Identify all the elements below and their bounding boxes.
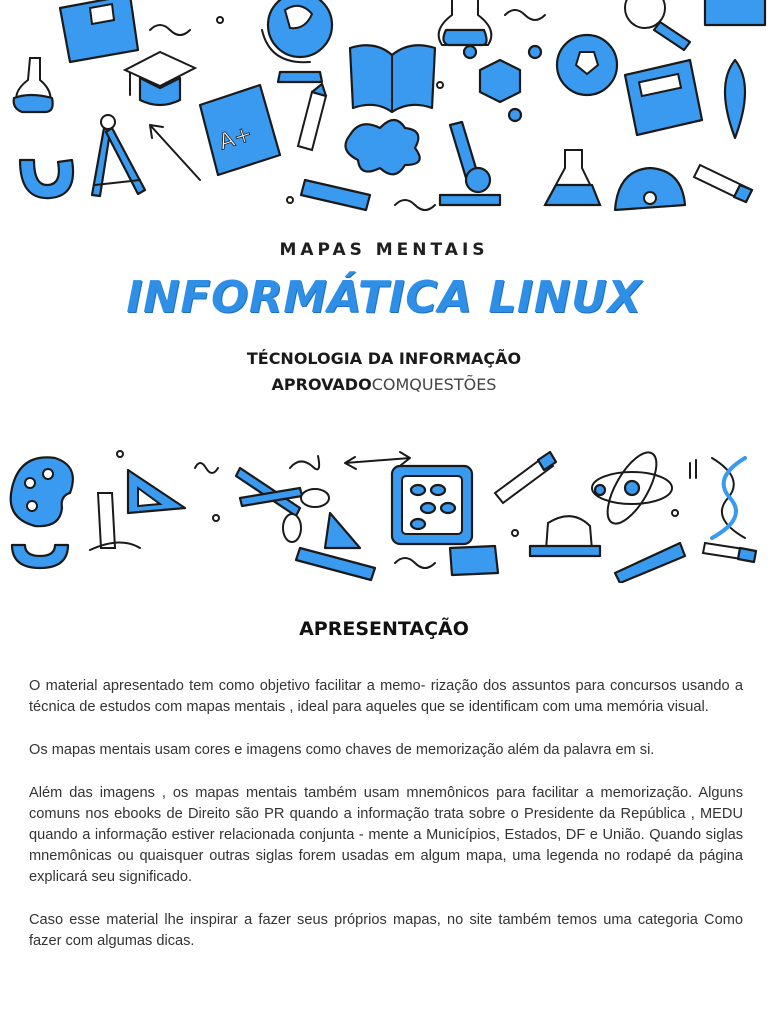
triangle-icon: [325, 513, 360, 548]
magnifier-icon: [625, 0, 690, 50]
splat-icon: [346, 120, 420, 174]
set-square-icon: [128, 470, 185, 513]
abacus-icon: [392, 466, 472, 544]
atom-icon: [592, 445, 672, 530]
subtitle-line-1: TÉCNOLOGIA DA INFORMAÇÃO: [246, 349, 522, 368]
presentation-body: [29, 676, 743, 974]
test-paper-icon: [200, 85, 280, 175]
flask-icon: [439, 0, 492, 45]
erlenmeyer-icon: [545, 150, 600, 205]
open-book-icon: [350, 45, 435, 112]
section-title: APRESENTAÇÃO: [299, 618, 469, 640]
pencil-icon: [694, 165, 752, 202]
paragraph: Caso esse material lhe inspirar a fazer seus próprios mapas, no site também temos uma categoria Como fazer com algumas dicas.: [29, 912, 743, 949]
paragraph: Além das imagens , os mapas mentais também usam mnemônicos para facilitar a memorização. Alguns comuns nos ebooks de Direito são PR quando a informação trata sobre o Presidente da República , MEDU quando a informação estiver relacionada conjunta - mente a Municípios, Estados, DF e União. Quando siglas mnemônicas ou quaisquer outras siglas forem usadas em algum mapa, uma legenda no rodapé da página explicará seu significado.: [29, 785, 743, 885]
leaf-icon: [725, 60, 745, 138]
compass-icon: [92, 115, 145, 196]
ruler-icon: [296, 548, 375, 580]
arrow-icon: [150, 125, 200, 180]
paragraph: Os mapas mentais usam cores e imagens como chaves de memorização além da palavra em si.: [29, 742, 655, 758]
molecule-icon: [464, 46, 541, 121]
svg-text:A+: A+: [216, 121, 256, 156]
globe-icon: [262, 0, 332, 82]
subtitle-rest-part: COMQUESTÕES: [371, 375, 497, 394]
magnet-icon: [20, 160, 73, 198]
bottom-doodle-banner: [0, 438, 768, 583]
palette-icon: [11, 457, 73, 526]
kicker-label: MAPAS MENTAIS: [279, 240, 489, 260]
subtitle-line-2: [0, 375, 768, 394]
scissors-icon: [236, 468, 329, 542]
book-icon: [60, 0, 138, 62]
pencil-icon: [495, 452, 556, 503]
flask-icon: [14, 58, 53, 112]
magnet-icon: [12, 545, 68, 568]
book-icon: [450, 546, 498, 575]
protractor-icon: [615, 543, 685, 583]
microscope-icon: [440, 122, 500, 205]
pencil-icon: [298, 84, 326, 150]
protractor-icon: [615, 168, 685, 210]
book-icon: [705, 0, 765, 25]
subtitle-bold-part: APROVADO: [271, 375, 372, 394]
paragraph: O material apresentado tem como objetivo facilitar a memo- rização dos assuntos para concursos usando a técnica de estudos com mapas mentais , ideal para aqueles que se identificam com uma memória visual.: [29, 678, 743, 715]
calculator-icon: [625, 60, 702, 135]
ruler-icon: [301, 180, 370, 210]
graduation-cap-icon: [125, 52, 195, 105]
top-doodle-banner: [0, 0, 768, 220]
main-title: INFORMÁTICA LINUX: [126, 272, 642, 323]
pencil-icon: [703, 543, 756, 562]
backpack-icon: [530, 516, 600, 556]
dna-icon: [712, 458, 745, 538]
soccer-ball-icon: [557, 35, 617, 95]
